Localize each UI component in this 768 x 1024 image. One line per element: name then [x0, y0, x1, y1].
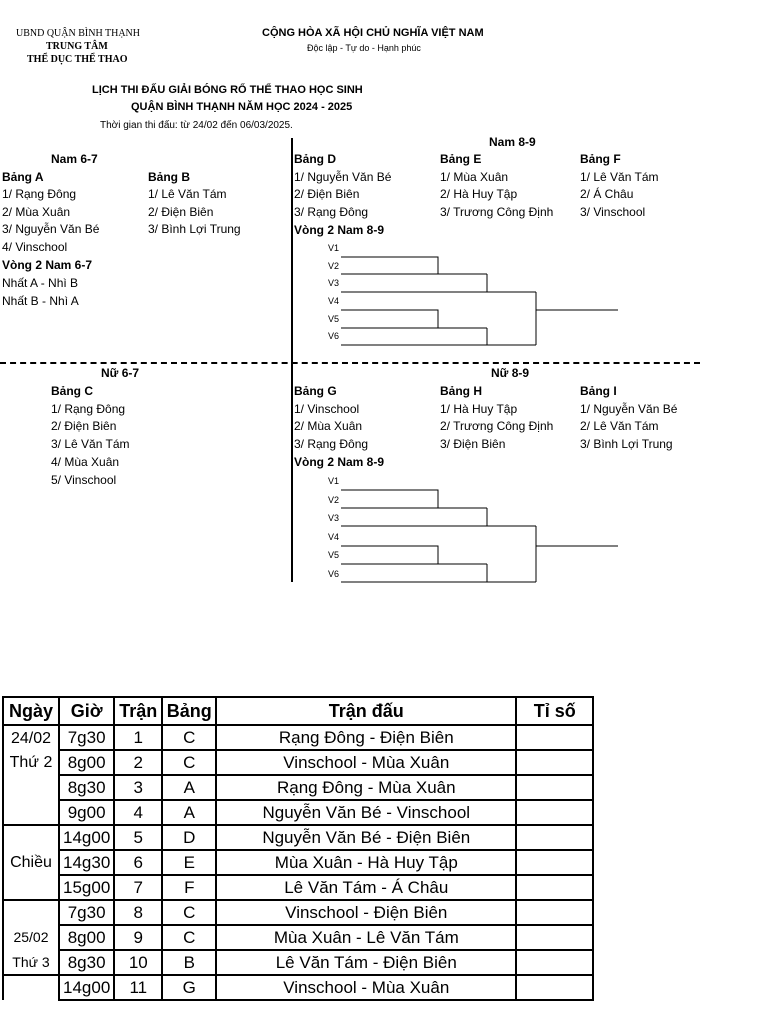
bang-i-team: 3/ Bình Lợi Trung — [580, 437, 673, 451]
cell-match: 5 — [114, 825, 162, 850]
cell-match: 6 — [114, 850, 162, 875]
table-row — [3, 775, 593, 800]
bang-f-title: Bảng F — [580, 152, 621, 166]
bang-f-team: 1/ Lê Văn Tám — [580, 170, 659, 184]
cell-game: Rạng Đông - Mùa Xuân — [216, 775, 516, 800]
org-unit-sub: THỂ DỤC THỂ THAO — [27, 54, 128, 65]
cell-game: Rạng Đông - Điện Biên — [216, 725, 516, 750]
bang-e-team: 3/ Trương Công Định — [440, 205, 554, 219]
cell-group: B — [162, 950, 216, 975]
bracket-slot: V3 — [328, 513, 340, 523]
schedule-table — [2, 696, 594, 1001]
cell-group: E — [162, 850, 216, 875]
day-cell — [3, 775, 59, 800]
day-weekday: Thứ 3 — [3, 950, 59, 975]
cell-time: 8g30 — [59, 950, 114, 975]
horizontal-divider — [0, 362, 700, 364]
cell-group: A — [162, 800, 216, 825]
cell-time: 8g00 — [59, 750, 114, 775]
day-date: 25/02 — [3, 925, 59, 950]
cell-game: Nguyễn Văn Bé - Điện Biên — [216, 825, 516, 850]
org-name: UBND QUẬN BÌNH THẠNH — [16, 28, 140, 39]
bang-b-team: 3/ Bình Lợi Trung — [148, 222, 241, 236]
cell-time: 8g30 — [59, 775, 114, 800]
cell-group: F — [162, 875, 216, 900]
table-row — [3, 850, 593, 875]
cell-game: Mùa Xuân - Lê Văn Tám — [216, 925, 516, 950]
bracket-slot: V1 — [328, 476, 340, 486]
cell-score[interactable] — [516, 825, 593, 850]
bang-d-title: Bảng D — [294, 152, 336, 166]
bang-c-team: 3/ Lê Văn Tám — [51, 437, 130, 451]
bracket-slot: V4 — [328, 532, 340, 542]
bang-c-team: 2/ Điện Biên — [51, 419, 117, 433]
nu89-round2-title: Vòng 2 Nam 8-9 — [294, 455, 385, 469]
bracket-slot: V2 — [328, 495, 340, 505]
cell-match: 9 — [114, 925, 162, 950]
cell-group: C — [162, 750, 216, 775]
bang-e-team: 1/ Mùa Xuân — [440, 170, 509, 184]
bang-g-team: 1/ Vinschool — [294, 402, 360, 416]
cell-time: 8g00 — [59, 925, 114, 950]
bracket-slot: V6 — [328, 331, 340, 341]
bang-f-team: 3/ Vinschool — [580, 205, 646, 219]
bang-a-team: 2/ Mùa Xuân — [2, 205, 71, 219]
nam89-round2-title: Vòng 2 Nam 8-9 — [294, 223, 385, 237]
nam67-round2-match: Nhất B - Nhì A — [2, 294, 79, 308]
bang-e-team: 2/ Hà Huy Tập — [440, 187, 518, 201]
col-header-game: Trận đấu — [216, 697, 516, 725]
table-row — [3, 900, 593, 925]
bang-g-title: Bảng G — [294, 384, 337, 398]
nation-motto: Độc lập - Tự do - Hạnh phúc — [307, 43, 421, 53]
cell-match: 2 — [114, 750, 162, 775]
bang-c-team: 1/ Rạng Đông — [51, 402, 126, 416]
bang-h-team: 1/ Hà Huy Tập — [440, 402, 518, 416]
day-cell — [3, 800, 59, 825]
day-weekday: Thứ 2 — [3, 750, 59, 775]
bang-c-title: Bảng C — [51, 384, 93, 398]
cell-time: 7g30 — [59, 725, 114, 750]
day-cell — [3, 825, 59, 850]
bang-h-team: 2/ Trương Công Định — [440, 419, 554, 433]
org-unit: TRUNG TÂM — [46, 41, 108, 52]
bang-c-team: 4/ Mùa Xuân — [51, 455, 120, 469]
table-row — [3, 800, 593, 825]
cell-time: 14g00 — [59, 825, 114, 850]
cell-group: C — [162, 925, 216, 950]
nu67-title: Nữ 6-7 — [101, 366, 140, 380]
bang-b-team: 2/ Điện Biên — [148, 205, 214, 219]
bang-i-team: 1/ Nguyễn Văn Bé — [580, 402, 678, 416]
bang-a-team: 4/ Vinschool — [2, 240, 68, 254]
nam67-round2-match: Nhất A - Nhì B — [2, 276, 79, 290]
table-row — [3, 950, 593, 975]
cell-game: Nguyễn Văn Bé - Vinschool — [216, 800, 516, 825]
bracket-slot: V2 — [328, 261, 340, 271]
col-header-day: Ngày — [3, 697, 59, 725]
cell-score[interactable] — [516, 950, 593, 975]
bang-a-title: Bảng A — [2, 170, 44, 184]
bang-e-title: Bảng E — [440, 152, 482, 166]
cell-score[interactable] — [516, 800, 593, 825]
doc-title-line1: LỊCH THI ĐẤU GIẢI BÓNG RỔ THỂ THAO HỌC SINH — [92, 84, 363, 96]
day-cell — [3, 975, 59, 1000]
cell-game: Lê Văn Tám - Điện Biên — [216, 950, 516, 975]
cell-match: 11 — [114, 975, 162, 1000]
cell-match: 1 — [114, 725, 162, 750]
day-cell — [3, 900, 59, 925]
cell-score[interactable] — [516, 775, 593, 800]
table-row — [3, 725, 593, 750]
bang-i-title: Bảng I — [580, 384, 617, 398]
bang-h-team: 3/ Điện Biên — [440, 437, 506, 451]
cell-match: 3 — [114, 775, 162, 800]
nam89-title: Nam 8-9 — [489, 135, 536, 149]
cell-match: 8 — [114, 900, 162, 925]
bang-d-team: 3/ Rạng Đông — [294, 205, 369, 219]
cell-game: Mùa Xuân - Hà Huy Tập — [216, 850, 516, 875]
cell-time: 14g30 — [59, 850, 114, 875]
bracket-slot: V3 — [328, 278, 340, 288]
cell-score[interactable] — [516, 875, 593, 900]
day-afternoon: Chiều — [3, 850, 59, 875]
day-date: 24/02 — [3, 725, 59, 750]
bang-c-team: 5/ Vinschool — [51, 473, 117, 487]
table-header-row — [3, 697, 593, 725]
cell-score[interactable] — [516, 725, 593, 750]
bang-g-team: 3/ Rạng Đông — [294, 437, 369, 451]
cell-score[interactable] — [516, 750, 593, 775]
bang-a-team: 3/ Nguyễn Văn Bé — [2, 222, 100, 236]
cell-group: C — [162, 900, 216, 925]
cell-score[interactable] — [516, 850, 593, 875]
table-row — [3, 925, 593, 950]
cell-score[interactable] — [516, 975, 593, 1000]
cell-game: Vinschool - Mùa Xuân — [216, 975, 516, 1000]
bracket-slot: V5 — [328, 550, 340, 560]
table-row — [3, 875, 593, 900]
bang-i-team: 2/ Lê Văn Tám — [580, 419, 659, 433]
cell-game: Lê Văn Tám - Á Châu — [216, 875, 516, 900]
cell-time: 7g30 — [59, 900, 114, 925]
nu89-title: Nữ 8-9 — [491, 366, 530, 380]
bang-h-title: Bảng H — [440, 384, 482, 398]
bang-b-team: 1/ Lê Văn Tám — [148, 187, 227, 201]
bang-d-team: 1/ Nguyễn Văn Bé — [294, 170, 392, 184]
cell-group: A — [162, 775, 216, 800]
col-header-group: Bảng — [162, 697, 216, 725]
vertical-divider — [291, 138, 293, 582]
cell-group: G — [162, 975, 216, 1000]
cell-match: 7 — [114, 875, 162, 900]
cell-group: D — [162, 825, 216, 850]
col-header-time: Giờ — [59, 697, 114, 725]
cell-score[interactable] — [516, 925, 593, 950]
cell-game: Vinschool - Điện Biên — [216, 900, 516, 925]
col-header-match: Trận — [114, 697, 162, 725]
table-row — [3, 825, 593, 850]
table-row — [3, 750, 593, 775]
bracket-slot: V5 — [328, 314, 340, 324]
day-cell — [3, 875, 59, 900]
cell-match: 4 — [114, 800, 162, 825]
competition-period: Thời gian thi đấu: từ 24/02 đến 06/03/2025. — [100, 120, 293, 131]
cell-group: C — [162, 725, 216, 750]
cell-score[interactable] — [516, 900, 593, 925]
bracket-slot: V6 — [328, 569, 340, 579]
bang-f-team: 2/ Á Châu — [580, 187, 634, 201]
bang-g-team: 2/ Mùa Xuân — [294, 419, 363, 433]
cell-time: 9g00 — [59, 800, 114, 825]
nam67-round2-title: Vòng 2 Nam 6-7 — [2, 258, 93, 272]
cell-time: 15g00 — [59, 875, 114, 900]
cell-game: Vinschool - Mùa Xuân — [216, 750, 516, 775]
bracket-slot: V1 — [328, 243, 340, 253]
bang-d-team: 2/ Điện Biên — [294, 187, 360, 201]
cell-match: 10 — [114, 950, 162, 975]
table-row — [3, 975, 593, 1000]
bang-a-team: 1/ Rạng Đông — [2, 187, 77, 201]
bracket-slot: V4 — [328, 296, 340, 306]
cell-time: 14g00 — [59, 975, 114, 1000]
nation-title: CỘNG HÒA XÃ HỘI CHỦ NGHĨA VIỆT NAM — [262, 27, 484, 39]
bang-b-title: Bảng B — [148, 170, 190, 184]
col-header-score: Tỉ số — [516, 697, 593, 725]
nam67-title: Nam 6-7 — [51, 152, 98, 166]
doc-title-line2: QUẬN BÌNH THẠNH NĂM HỌC 2024 - 2025 — [131, 101, 353, 113]
